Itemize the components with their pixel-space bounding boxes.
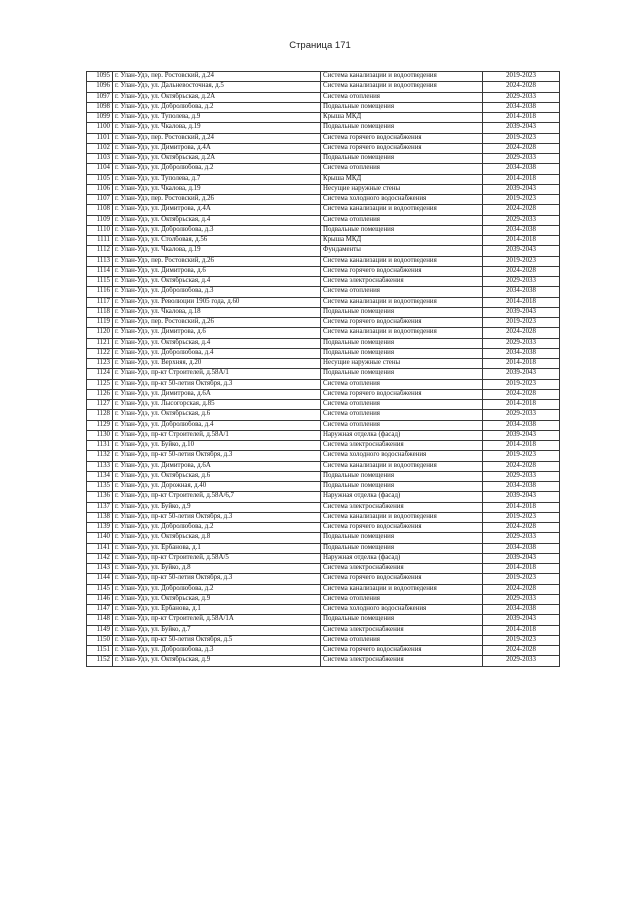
system-cell: Система электроснабжения bbox=[321, 656, 483, 666]
address-cell: г. Улан-Удэ, ул. Ербанова, д.1 bbox=[113, 605, 321, 615]
address-cell: г. Улан-Удэ, пр-кт 50-летия Октября, д.3 bbox=[113, 512, 321, 522]
row-number-cell: 1139 bbox=[87, 523, 113, 533]
row-number-cell: 1122 bbox=[87, 348, 113, 358]
period-cell: 2029-2033 bbox=[483, 154, 560, 164]
period-cell: 2039-2043 bbox=[483, 553, 560, 563]
row-number-cell: 1100 bbox=[87, 123, 113, 133]
table-row bbox=[87, 143, 560, 153]
address-cell: г. Улан-Удэ, пр-кт Строителей, д.58А/1 bbox=[113, 369, 321, 379]
row-number-cell: 1140 bbox=[87, 533, 113, 543]
table-row bbox=[87, 553, 560, 563]
address-cell: г. Улан-Удэ, ул. Октябрьская, д.9 bbox=[113, 594, 321, 604]
address-cell: г. Улан-Удэ, ул. Добролюбова, д.3 bbox=[113, 287, 321, 297]
table-row bbox=[87, 574, 560, 584]
system-cell: Система канализации и водоотведения bbox=[321, 328, 483, 338]
address-cell: г. Улан-Удэ, пр-кт Строителей, д.58А/6,7 bbox=[113, 492, 321, 502]
system-cell: Несущие наружные стены bbox=[321, 184, 483, 194]
row-number-cell: 1146 bbox=[87, 594, 113, 604]
table-row bbox=[87, 246, 560, 256]
table-row bbox=[87, 102, 560, 112]
period-cell: 2034-2038 bbox=[483, 543, 560, 553]
period-cell: 2024-2028 bbox=[483, 646, 560, 656]
system-cell: Система электроснабжения bbox=[321, 625, 483, 635]
table-row bbox=[87, 174, 560, 184]
system-cell: Крыша МКД bbox=[321, 236, 483, 246]
address-cell: г. Улан-Удэ, ул. Ербанова, д.1 bbox=[113, 543, 321, 553]
table-row bbox=[87, 318, 560, 328]
row-number-cell: 1109 bbox=[87, 215, 113, 225]
period-cell: 2029-2033 bbox=[483, 594, 560, 604]
period-cell: 2019-2023 bbox=[483, 635, 560, 645]
row-number-cell: 1137 bbox=[87, 502, 113, 512]
period-cell: 2024-2028 bbox=[483, 266, 560, 276]
period-cell: 2034-2038 bbox=[483, 225, 560, 235]
address-cell: г. Улан-Удэ, пер. Ростовский, д.26 bbox=[113, 195, 321, 205]
table-row bbox=[87, 543, 560, 553]
address-cell: г. Улан-Удэ, ул. Димитрова, д.6 bbox=[113, 328, 321, 338]
address-cell: г. Улан-Удэ, пр-кт Строителей, д.58А/1А bbox=[113, 615, 321, 625]
address-cell: г. Улан-Удэ, ул. Верхняя, д.20 bbox=[113, 359, 321, 369]
period-cell: 2019-2023 bbox=[483, 574, 560, 584]
register-table-body bbox=[87, 72, 560, 667]
row-number-cell: 1097 bbox=[87, 92, 113, 102]
table-row bbox=[87, 656, 560, 666]
period-cell: 2034-2038 bbox=[483, 287, 560, 297]
table-row bbox=[87, 625, 560, 635]
system-cell: Подвальные помещения bbox=[321, 348, 483, 358]
table-row bbox=[87, 307, 560, 317]
address-cell: г. Улан-Удэ, пр-кт 50-летия Октября, д.5 bbox=[113, 635, 321, 645]
row-number-cell: 1119 bbox=[87, 318, 113, 328]
row-number-cell: 1147 bbox=[87, 605, 113, 615]
table-row bbox=[87, 400, 560, 410]
period-cell: 2029-2033 bbox=[483, 338, 560, 348]
row-number-cell: 1144 bbox=[87, 574, 113, 584]
row-number-cell: 1110 bbox=[87, 225, 113, 235]
row-number-cell: 1136 bbox=[87, 492, 113, 502]
row-number-cell: 1124 bbox=[87, 369, 113, 379]
table-row bbox=[87, 72, 560, 82]
address-cell: г. Улан-Удэ, ул. Чкалова, д.18 bbox=[113, 307, 321, 317]
row-number-cell: 1120 bbox=[87, 328, 113, 338]
period-cell: 2039-2043 bbox=[483, 184, 560, 194]
system-cell: Система канализации и водоотведения bbox=[321, 297, 483, 307]
row-number-cell: 1145 bbox=[87, 584, 113, 594]
table-row bbox=[87, 133, 560, 143]
table-row bbox=[87, 451, 560, 461]
system-cell: Система электроснабжения bbox=[321, 502, 483, 512]
row-number-cell: 1128 bbox=[87, 410, 113, 420]
address-cell: г. Улан-Удэ, ул. Октябрьская, д.4 bbox=[113, 338, 321, 348]
row-number-cell: 1151 bbox=[87, 646, 113, 656]
row-number-cell: 1114 bbox=[87, 266, 113, 276]
table-row bbox=[87, 482, 560, 492]
table-row bbox=[87, 256, 560, 266]
table-row bbox=[87, 492, 560, 502]
system-cell: Подвальные помещения bbox=[321, 307, 483, 317]
address-cell: г. Улан-Удэ, ул. Туполева, д.9 bbox=[113, 113, 321, 123]
table-row bbox=[87, 420, 560, 430]
table-row bbox=[87, 297, 560, 307]
period-cell: 2039-2043 bbox=[483, 307, 560, 317]
address-cell: г. Улан-Удэ, ул. Димитрова, д.6А bbox=[113, 389, 321, 399]
row-number-cell: 1113 bbox=[87, 256, 113, 266]
system-cell: Система холодного водоснабжения bbox=[321, 195, 483, 205]
system-cell: Система холодного водоснабжения bbox=[321, 451, 483, 461]
table-row bbox=[87, 441, 560, 451]
row-number-cell: 1126 bbox=[87, 389, 113, 399]
address-cell: г. Улан-Удэ, ул. Туполева, д.7 bbox=[113, 174, 321, 184]
row-number-cell: 1107 bbox=[87, 195, 113, 205]
address-cell: г. Улан-Удэ, пр-кт Строителей, д.58А/5 bbox=[113, 553, 321, 563]
period-cell: 2024-2028 bbox=[483, 523, 560, 533]
period-cell: 2019-2023 bbox=[483, 379, 560, 389]
address-cell: г. Улан-Удэ, ул. Октябрьская, д.4 bbox=[113, 215, 321, 225]
system-cell: Система канализации и водоотведения bbox=[321, 72, 483, 82]
system-cell: Подвальные помещения bbox=[321, 123, 483, 133]
system-cell: Подвальные помещения bbox=[321, 338, 483, 348]
table-row bbox=[87, 215, 560, 225]
address-cell: г. Улан-Удэ, ул. Октябрьская, д.2А bbox=[113, 92, 321, 102]
system-cell: Несущие наружные стены bbox=[321, 359, 483, 369]
address-cell: г. Улан-Удэ, ул. Чкалова, д.19 bbox=[113, 246, 321, 256]
table-row bbox=[87, 266, 560, 276]
table-row bbox=[87, 82, 560, 92]
address-cell: г. Улан-Удэ, ул. Лысогорская, д.85 bbox=[113, 400, 321, 410]
table-row bbox=[87, 184, 560, 194]
table-row bbox=[87, 154, 560, 164]
address-cell: г. Улан-Удэ, пер. Ростовский, д.24 bbox=[113, 133, 321, 143]
system-cell: Система отопления bbox=[321, 410, 483, 420]
row-number-cell: 1135 bbox=[87, 482, 113, 492]
row-number-cell: 1142 bbox=[87, 553, 113, 563]
row-number-cell: 1131 bbox=[87, 441, 113, 451]
address-cell: г. Улан-Удэ, пр-кт 50-летия Октября, д.3 bbox=[113, 451, 321, 461]
row-number-cell: 1134 bbox=[87, 471, 113, 481]
address-cell: г. Улан-Удэ, ул. Димитрова, д.6 bbox=[113, 266, 321, 276]
period-cell: 2029-2033 bbox=[483, 656, 560, 666]
system-cell: Подвальные помещения bbox=[321, 369, 483, 379]
period-cell: 2014-2018 bbox=[483, 625, 560, 635]
system-cell: Система отопления bbox=[321, 287, 483, 297]
row-number-cell: 1149 bbox=[87, 625, 113, 635]
table-row bbox=[87, 92, 560, 102]
page-title: Страница 171 bbox=[289, 40, 351, 51]
row-number-cell: 1117 bbox=[87, 297, 113, 307]
period-cell: 2039-2043 bbox=[483, 246, 560, 256]
system-cell: Крыша МКД bbox=[321, 174, 483, 184]
period-cell: 2029-2033 bbox=[483, 471, 560, 481]
period-cell: 2019-2023 bbox=[483, 512, 560, 522]
period-cell: 2039-2043 bbox=[483, 123, 560, 133]
system-cell: Система канализации и водоотведения bbox=[321, 584, 483, 594]
system-cell: Система канализации и водоотведения bbox=[321, 461, 483, 471]
address-cell: г. Улан-Удэ, ул. Буйко, д.8 bbox=[113, 564, 321, 574]
row-number-cell: 1095 bbox=[87, 72, 113, 82]
table-row bbox=[87, 389, 560, 399]
row-number-cell: 1129 bbox=[87, 420, 113, 430]
table-row bbox=[87, 164, 560, 174]
period-cell: 2034-2038 bbox=[483, 482, 560, 492]
system-cell: Система отопления bbox=[321, 379, 483, 389]
table-row bbox=[87, 461, 560, 471]
address-cell: г. Улан-Удэ, ул. Дальневосточная, д.5 bbox=[113, 82, 321, 92]
table-row bbox=[87, 338, 560, 348]
row-number-cell: 1143 bbox=[87, 564, 113, 574]
system-cell: Система горячего водоснабжения bbox=[321, 318, 483, 328]
table-row bbox=[87, 635, 560, 645]
system-cell: Система горячего водоснабжения bbox=[321, 523, 483, 533]
table-row bbox=[87, 430, 560, 440]
address-cell: г. Улан-Удэ, пер. Ростовский, д.26 bbox=[113, 318, 321, 328]
address-cell: г. Улан-Удэ, ул. Добролюбова, д.3 bbox=[113, 646, 321, 656]
period-cell: 2019-2023 bbox=[483, 318, 560, 328]
row-number-cell: 1123 bbox=[87, 359, 113, 369]
row-number-cell: 1101 bbox=[87, 133, 113, 143]
address-cell: г. Улан-Удэ, ул. Димитрова, д.4А bbox=[113, 143, 321, 153]
address-cell: г. Улан-Удэ, ул. Добролюбова, д.2 bbox=[113, 102, 321, 112]
table-row bbox=[87, 410, 560, 420]
period-cell: 2034-2038 bbox=[483, 164, 560, 174]
system-cell: Наружная отделка (фасад) bbox=[321, 430, 483, 440]
address-cell: г. Улан-Удэ, ул. Дорожная, д.40 bbox=[113, 482, 321, 492]
period-cell: 2024-2028 bbox=[483, 205, 560, 215]
system-cell: Подвальные помещения bbox=[321, 615, 483, 625]
period-cell: 2019-2023 bbox=[483, 451, 560, 461]
system-cell: Подвальные помещения bbox=[321, 482, 483, 492]
period-cell: 2039-2043 bbox=[483, 369, 560, 379]
period-cell: 2014-2018 bbox=[483, 502, 560, 512]
row-number-cell: 1105 bbox=[87, 174, 113, 184]
address-cell: г. Улан-Удэ, ул. Буйко, д.7 bbox=[113, 625, 321, 635]
system-cell: Система отопления bbox=[321, 400, 483, 410]
system-cell: Система отопления bbox=[321, 635, 483, 645]
table-row bbox=[87, 123, 560, 133]
table-row bbox=[87, 615, 560, 625]
row-number-cell: 1106 bbox=[87, 184, 113, 194]
period-cell: 2039-2043 bbox=[483, 615, 560, 625]
address-cell: г. Улан-Удэ, ул. Димитрова, д.4А bbox=[113, 205, 321, 215]
period-cell: 2029-2033 bbox=[483, 215, 560, 225]
address-cell: г. Улан-Удэ, пер. Ростовский, д.26 bbox=[113, 256, 321, 266]
row-number-cell: 1112 bbox=[87, 246, 113, 256]
row-number-cell: 1116 bbox=[87, 287, 113, 297]
system-cell: Подвальные помещения bbox=[321, 102, 483, 112]
table-row bbox=[87, 225, 560, 235]
address-cell: г. Улан-Удэ, ул. Октябрьская, д.6 bbox=[113, 471, 321, 481]
system-cell: Подвальные помещения bbox=[321, 471, 483, 481]
period-cell: 2014-2018 bbox=[483, 564, 560, 574]
period-cell: 2024-2028 bbox=[483, 143, 560, 153]
period-cell: 2014-2018 bbox=[483, 400, 560, 410]
table-row bbox=[87, 584, 560, 594]
system-cell: Подвальные помещения bbox=[321, 533, 483, 543]
system-cell: Система горячего водоснабжения bbox=[321, 646, 483, 656]
row-number-cell: 1099 bbox=[87, 113, 113, 123]
period-cell: 2019-2023 bbox=[483, 256, 560, 266]
address-cell: г. Улан-Удэ, ул. Октябрьская, д.2А bbox=[113, 154, 321, 164]
system-cell: Система холодного водоснабжения bbox=[321, 605, 483, 615]
system-cell: Система канализации и водоотведения bbox=[321, 512, 483, 522]
system-cell: Система электроснабжения bbox=[321, 564, 483, 574]
system-cell: Система отопления bbox=[321, 215, 483, 225]
period-cell: 2034-2038 bbox=[483, 605, 560, 615]
table-row bbox=[87, 502, 560, 512]
system-cell: Система отопления bbox=[321, 594, 483, 604]
system-cell: Система горячего водоснабжения bbox=[321, 133, 483, 143]
system-cell: Система канализации и водоотведения bbox=[321, 256, 483, 266]
table-row bbox=[87, 359, 560, 369]
address-cell: г. Улан-Удэ, ул. Буйко, д.10 bbox=[113, 441, 321, 451]
row-number-cell: 1130 bbox=[87, 430, 113, 440]
table-row bbox=[87, 471, 560, 481]
row-number-cell: 1096 bbox=[87, 82, 113, 92]
system-cell: Крыша МКД bbox=[321, 113, 483, 123]
system-cell: Система горячего водоснабжения bbox=[321, 143, 483, 153]
row-number-cell: 1102 bbox=[87, 143, 113, 153]
system-cell: Система электроснабжения bbox=[321, 441, 483, 451]
table-row bbox=[87, 205, 560, 215]
row-number-cell: 1138 bbox=[87, 512, 113, 522]
address-cell: г. Улан-Удэ, ул. Добролюбова, д.2 bbox=[113, 523, 321, 533]
system-cell: Система горячего водоснабжения bbox=[321, 389, 483, 399]
row-number-cell: 1118 bbox=[87, 307, 113, 317]
address-cell: г. Улан-Удэ, ул. Столбовая, д.56 bbox=[113, 236, 321, 246]
system-cell: Фундаменты bbox=[321, 246, 483, 256]
table-row bbox=[87, 287, 560, 297]
system-cell: Система отопления bbox=[321, 92, 483, 102]
address-cell: г. Улан-Удэ, ул. Октябрьская, д.6 bbox=[113, 410, 321, 420]
address-cell: г. Улан-Удэ, ул. Чкалова, д.19 bbox=[113, 123, 321, 133]
table-row bbox=[87, 523, 560, 533]
table-row bbox=[87, 348, 560, 358]
period-cell: 2019-2023 bbox=[483, 195, 560, 205]
system-cell: Система отопления bbox=[321, 420, 483, 430]
period-cell: 2014-2018 bbox=[483, 236, 560, 246]
system-cell: Система канализации и водоотведения bbox=[321, 205, 483, 215]
address-cell: г. Улан-Удэ, ул. Добролюбова, д.4 bbox=[113, 348, 321, 358]
table-row bbox=[87, 646, 560, 656]
table-row bbox=[87, 512, 560, 522]
period-cell: 2024-2028 bbox=[483, 328, 560, 338]
row-number-cell: 1121 bbox=[87, 338, 113, 348]
table-row bbox=[87, 369, 560, 379]
system-cell: Система горячего водоснабжения bbox=[321, 574, 483, 584]
address-cell: г. Улан-Удэ, ул. Добролюбова, д.4 bbox=[113, 420, 321, 430]
table-row bbox=[87, 328, 560, 338]
period-cell: 2029-2033 bbox=[483, 410, 560, 420]
address-cell: г. Улан-Удэ, ул. Октябрьская, д.8 bbox=[113, 533, 321, 543]
period-cell: 2029-2033 bbox=[483, 533, 560, 543]
table-row bbox=[87, 379, 560, 389]
period-cell: 2014-2018 bbox=[483, 297, 560, 307]
row-number-cell: 1127 bbox=[87, 400, 113, 410]
address-cell: г. Улан-Удэ, ул. Буйко, д.9 bbox=[113, 502, 321, 512]
table-row bbox=[87, 594, 560, 604]
system-cell: Наружная отделка (фасад) bbox=[321, 553, 483, 563]
address-cell: г. Улан-Удэ, ул. Добролюбова, д.3 bbox=[113, 225, 321, 235]
system-cell: Подвальные помещения bbox=[321, 154, 483, 164]
address-cell: г. Улан-Удэ, ул. Добролюбова, д.2 bbox=[113, 164, 321, 174]
period-cell: 2019-2023 bbox=[483, 72, 560, 82]
system-cell: Система горячего водоснабжения bbox=[321, 266, 483, 276]
row-number-cell: 1152 bbox=[87, 656, 113, 666]
address-cell: г. Улан-Удэ, пр-кт 50-летия Октября, д.3 bbox=[113, 574, 321, 584]
period-cell: 2034-2038 bbox=[483, 348, 560, 358]
system-cell: Подвальные помещения bbox=[321, 225, 483, 235]
row-number-cell: 1098 bbox=[87, 102, 113, 112]
period-cell: 2024-2028 bbox=[483, 461, 560, 471]
table-row bbox=[87, 277, 560, 287]
row-number-cell: 1125 bbox=[87, 379, 113, 389]
table-row bbox=[87, 564, 560, 574]
period-cell: 2014-2018 bbox=[483, 441, 560, 451]
address-cell: г. Улан-Удэ, ул. Чкалова, д.19 bbox=[113, 184, 321, 194]
row-number-cell: 1115 bbox=[87, 277, 113, 287]
system-cell: Система отопления bbox=[321, 164, 483, 174]
system-cell: Система электроснабжения bbox=[321, 277, 483, 287]
address-cell: г. Улан-Удэ, ул. Октябрьская, д.4 bbox=[113, 277, 321, 287]
address-cell: г. Улан-Удэ, ул. Октябрьская, д.9 bbox=[113, 656, 321, 666]
table-row bbox=[87, 236, 560, 246]
address-cell: г. Улан-Удэ, ул. Димитрова, д.6А bbox=[113, 461, 321, 471]
system-cell: Система канализации и водоотведения bbox=[321, 82, 483, 92]
row-number-cell: 1133 bbox=[87, 461, 113, 471]
table-row bbox=[87, 533, 560, 543]
table-row bbox=[87, 113, 560, 123]
row-number-cell: 1141 bbox=[87, 543, 113, 553]
row-number-cell: 1150 bbox=[87, 635, 113, 645]
period-cell: 2029-2033 bbox=[483, 277, 560, 287]
period-cell: 2014-2018 bbox=[483, 359, 560, 369]
period-cell: 2014-2018 bbox=[483, 113, 560, 123]
period-cell: 2034-2038 bbox=[483, 420, 560, 430]
period-cell: 2024-2028 bbox=[483, 584, 560, 594]
row-number-cell: 1148 bbox=[87, 615, 113, 625]
system-cell: Подвальные помещения bbox=[321, 543, 483, 553]
row-number-cell: 1108 bbox=[87, 205, 113, 215]
period-cell: 2014-2018 bbox=[483, 174, 560, 184]
period-cell: 2024-2028 bbox=[483, 389, 560, 399]
register-table bbox=[86, 71, 560, 667]
row-number-cell: 1103 bbox=[87, 154, 113, 164]
address-cell: г. Улан-Удэ, пер. Ростовский, д.24 bbox=[113, 72, 321, 82]
period-cell: 2024-2028 bbox=[483, 82, 560, 92]
period-cell: 2029-2033 bbox=[483, 92, 560, 102]
address-cell: г. Улан-Удэ, ул. Революции 1905 года, д.60 bbox=[113, 297, 321, 307]
period-cell: 2039-2043 bbox=[483, 492, 560, 502]
table-row bbox=[87, 195, 560, 205]
row-number-cell: 1111 bbox=[87, 236, 113, 246]
address-cell: г. Улан-Удэ, пр-кт 50-летия Октября, д.3 bbox=[113, 379, 321, 389]
row-number-cell: 1132 bbox=[87, 451, 113, 461]
period-cell: 2034-2038 bbox=[483, 102, 560, 112]
table-row bbox=[87, 605, 560, 615]
row-number-cell: 1104 bbox=[87, 164, 113, 174]
address-cell: г. Улан-Удэ, пр-кт Строителей, д.58А/1 bbox=[113, 430, 321, 440]
address-cell: г. Улан-Удэ, ул. Добролюбова, д.2 bbox=[113, 584, 321, 594]
period-cell: 2019-2023 bbox=[483, 133, 560, 143]
system-cell: Наружная отделка (фасад) bbox=[321, 492, 483, 502]
period-cell: 2039-2043 bbox=[483, 430, 560, 440]
